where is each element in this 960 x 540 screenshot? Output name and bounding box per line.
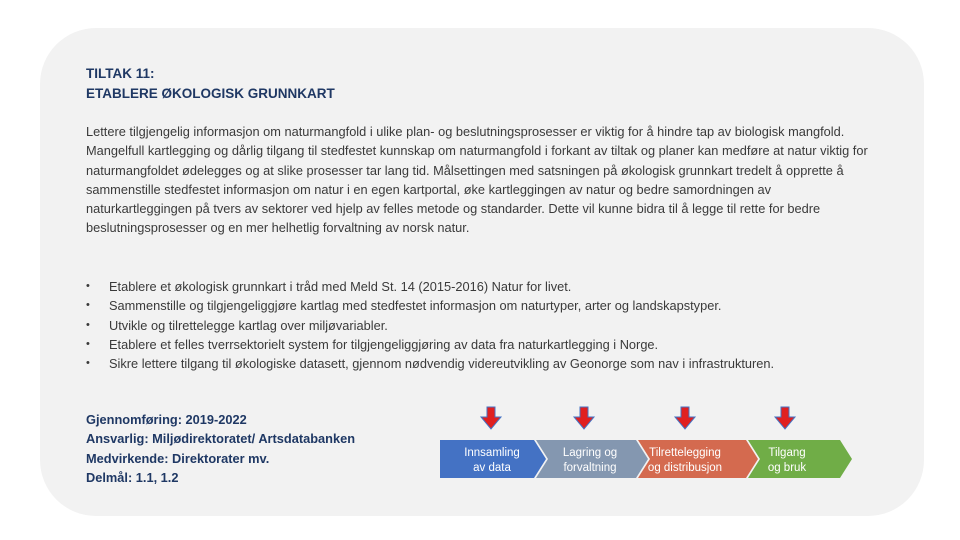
arrow-down-icon	[481, 407, 501, 429]
meta-gjennomforing: Gjennomføring: 2019-2022	[86, 412, 247, 427]
bullet-icon: •	[86, 337, 90, 350]
title-line-2: ETABLERE ØKOLOGISK GRUNNKART	[86, 86, 335, 101]
step-1-label-line-1: Innsamling	[464, 447, 520, 459]
list-item-text: Sikre lettere tilgang til økologiske datasett, gjennom nødvendig videreutvikling av Geonorge som nav i infrastrukturen.	[109, 356, 775, 372]
page-title	[86, 64, 586, 104]
bullet-icon: •	[86, 280, 90, 292]
step-2-label-line-2: forvaltning	[563, 462, 617, 474]
step-4-label-line-2: og bruk	[767, 462, 807, 474]
bullet-icon: •	[86, 299, 90, 312]
title-line-1: TILTAK 11:	[86, 66, 155, 81]
process-flow-diagram	[438, 404, 854, 480]
list-item	[86, 296, 866, 315]
arrow-down-icon	[574, 407, 594, 429]
list-item	[86, 354, 866, 373]
list-item	[86, 335, 866, 354]
list-item-text: Sammenstille og tilgjengeliggjøre kartlag med stedfestet informasjon om naturtyper, arter og landskapstyper.	[109, 298, 722, 314]
bullet-icon: •	[86, 357, 90, 370]
step-2-label-line-1: Lagring og	[562, 447, 618, 459]
list-item-text: Utvikle og tilrettelegge kartlag over miljøvariabler.	[109, 317, 388, 333]
list-item	[86, 316, 866, 335]
process-flow	[438, 404, 854, 480]
list-item-text: Etablere et felles tverrsektorielt system for tilgjengeliggjøring av data fra naturkartlegging i Norge.	[109, 336, 659, 352]
bullet-icon: •	[86, 318, 90, 331]
bullet-list	[86, 277, 866, 373]
meta-info	[86, 410, 406, 487]
list-item	[86, 277, 866, 296]
step-3-label-line-2: og distribusjon	[647, 462, 723, 474]
arrow-down-icon	[675, 407, 695, 429]
step-1-label-line-2: av data	[473, 462, 511, 474]
meta-medvirkende: Medvirkende: Direktorater mv.	[86, 450, 270, 466]
list-item-text: Etablere et økologisk grunnkart i tråd med Meld St. 14 (2015-2016) Natur for livet.	[109, 279, 572, 294]
meta-ansvarlig: Ansvarlig: Miljødirektoratet/ Artsdatabanken	[86, 431, 356, 447]
step-4-label-line-1: Tilgang	[768, 447, 806, 459]
step-3-label-line-1: Tilrettelegging	[649, 447, 721, 459]
arrow-down-icon	[775, 407, 795, 429]
intro-paragraph: Lettere tilgjengelig informasjon om naturmangfold i ulike plan- og beslutningsprosesser er viktig for å hindre tap av biologisk mangfold. Mangelfull kartlegging og dårlig tilgang til stedfestet kunnskap om naturmangfold i forkant av tiltak og planer kan medføre at natur viktig for naturmangfoldet ødelegges og at slike prosesser tar lang tid. Målsettingen med satsningen på økologisk grunnkart tredelt å opprette å sammenstille stedfestet informasjon om natur i en egen kartportal, øke kartleggingen av natur og bedre samordningen av naturkartleggingen på tvers av sektorer ved hjelp av felles metode og standarder. Dette vil kunne bidra til å legge til rette for bedre beslutningsprosesser og en mer helhetlig forvaltning av norsk natur.	[86, 124, 868, 236]
meta-delmal: Delmål: 1.1, 1.2	[86, 469, 179, 485]
